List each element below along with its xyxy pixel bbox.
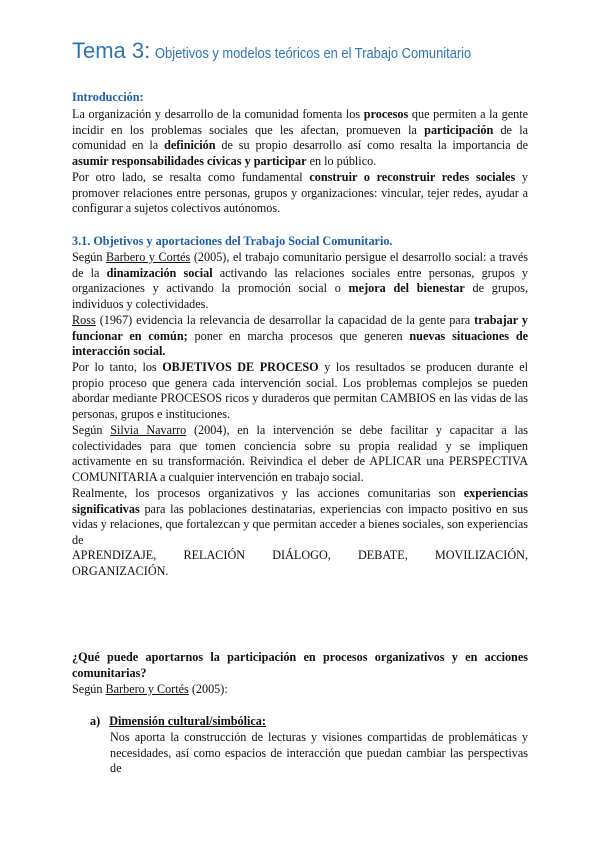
author-reference: Ross — [72, 313, 96, 327]
list-item — [90, 714, 266, 729]
intro-heading: Introducción: — [72, 90, 144, 104]
author-reference: Barbero y Cortés — [106, 250, 191, 264]
title-topic: Tema 3: — [72, 38, 151, 63]
section-paragraph-objetivos: Por lo tanto, los OBJETIVOS DE PROCESO y los resultados se producen durante el propio proceso que genera cada intervención social. Los problemas complejos se pueden abordar mediante PROCESOS ricos y duraderos que permitan CAMBIOS en las vidas de las personas, grupos e instituciones. — [72, 360, 528, 421]
list-marker: a) — [90, 714, 101, 728]
section-paragraph-experiencias-tail: APRENDIZAJE, RELACIÓN DIÁLOGO, DEBATE, MOVILIZACIÓN, ORGANIZACIÓN. — [72, 548, 528, 578]
intro-paragraph-2: Por otro lado, se resalta como fundamental construir o reconstruir redes sociales y promover relaciones entre personas, grupos y organizaciones: vincular, tejer redes, ayudar a configurar a sujetos colectivos autónomos. — [72, 170, 528, 216]
author-reference: Silvia Navarro — [110, 423, 187, 437]
section-paragraph-navarro: Según Silvia Navarro (2004), en la intervención se debe facilitar y capacitar a las colectividades para que tomen conciencia sobre su propia realidad y se impliquen activamente en su transformación. Reivindica el deber de APLICAR una PERSPECTIVA COMUNITARIA a cualquier intervención en trabajo social. — [72, 423, 528, 484]
question-source: Según Barbero y Cortés (2005): — [72, 682, 228, 696]
list-item-label: Dimensión cultural/simbólica: — [109, 714, 266, 728]
list-item-text: Nos aporta la construcción de lecturas y visiones compartidas de problemáticas y necesidades, así como espacios de interacción que puedan cambiar las perspectivas de — [110, 730, 528, 776]
section-paragraph-barbero: Según Barbero y Cortés (2005), el trabajo comunitario persigue el desarrollo social: a través de la dinamización social activando las relaciones sociales entre personas, grupos y organizaciones y activando la promoción social o mejora del bienestar de grupos, individuos y colectividades. — [72, 250, 529, 311]
section-paragraph-ross: Ross (1967) evidencia la relevancia de desarrollar la capacidad de la gente para trabajar y funcionar en común; poner en marcha procesos que generen nuevas situaciones de interacción social. — [72, 313, 529, 359]
intro-paragraph-1: La organización y desarrollo de la comunidad fomenta los procesos que permiten a la gente incidir en los problemas sociales que les afectan, promueven la participación de la comunidad en la definición de su propio desarrollo así como resalta la importancia de asumir responsabilidades cívicas y participar en lo público. — [72, 107, 528, 168]
question-heading: ¿Qué puede aportarnos la participación en procesos organizativos y en acciones comunitarias? — [72, 650, 528, 680]
document-title — [72, 38, 552, 64]
title-subtitle: Objetivos y modelos teóricos en el Trabajo Comunitario — [154, 45, 471, 62]
author-reference: Barbero y Cortés — [105, 682, 189, 696]
section-3-1-heading: 3.1. Objetivos y aportaciones del Trabajo Social Comunitario. — [72, 234, 393, 248]
section-paragraph-experiencias: Realmente, los procesos organizativos y las acciones comunitarias son experiencias significativas para las poblaciones destinatarias, experiencias con impacto positivo en sus vidas y relaciones, que fortalezcan y que permitan acceder a bienes sociales, son experiencias de — [72, 486, 528, 547]
